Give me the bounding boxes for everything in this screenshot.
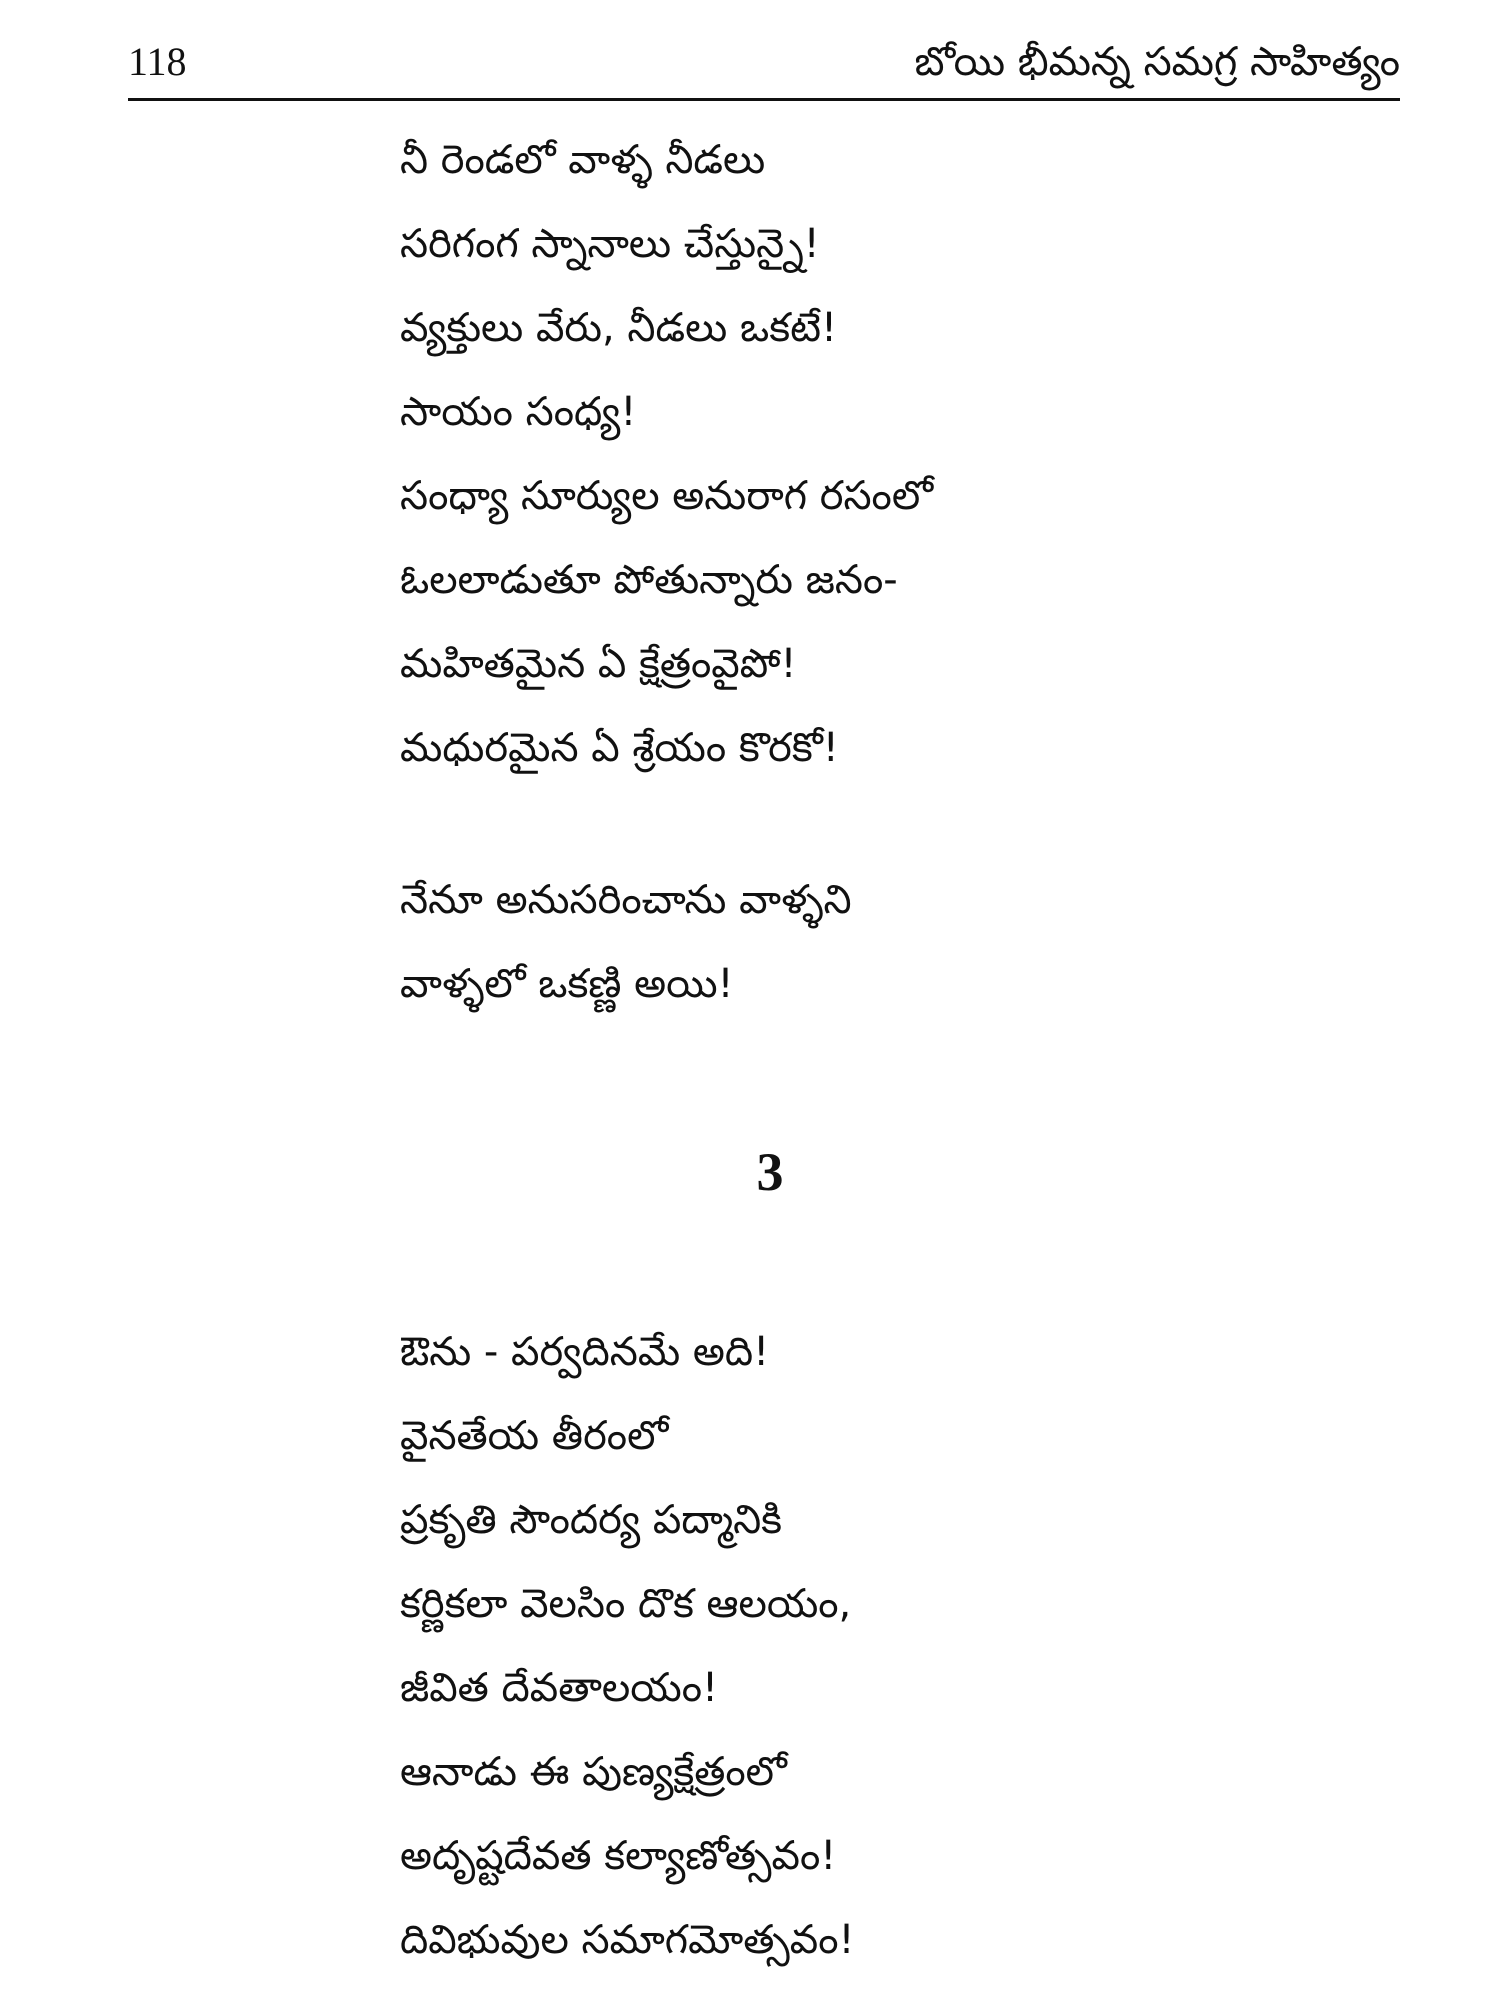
- poem-line: వైనతేయ తీరంలో: [400, 1413, 669, 1459]
- poem-line: మధురమైన ఏ శ్రేయం కొరకో!: [400, 725, 839, 771]
- poem-line: వాళ్ళలో ఒకణ్ణి అయి!: [400, 961, 734, 1007]
- poem-stanza-3: [400, 1310, 855, 1982]
- header-divider: [128, 98, 1400, 101]
- poem-stanza-2: [400, 858, 852, 1026]
- poem-line: మహితమైన ఏ క్షేత్రంవైపో!: [400, 641, 797, 687]
- poem-line: ఔను - పర్వదినమే అది!: [400, 1329, 770, 1375]
- poem-stanza-1: [400, 118, 933, 790]
- poem-line: ఆనాడు ఈ పుణ్యక్షేత్రంలో: [400, 1749, 787, 1795]
- poem-line: అదృష్టదేవత కల్యాణోత్సవం!: [400, 1833, 837, 1879]
- poem-line: ప్రకృతి సౌందర్య పద్మానికి: [400, 1497, 783, 1543]
- poem-line: సాయం సంధ్య!: [400, 389, 637, 435]
- poem-line: సంధ్యా సూర్యుల అనురాగ రసంలో: [400, 473, 933, 519]
- running-header-title: బోయి భీమన్న సమగ్ర సాహిత్యం: [914, 39, 1400, 85]
- poem-line: దివిభువుల సమాగమోత్సవం!: [400, 1917, 855, 1963]
- poem-line: ఓలలాడుతూ పోతున్నారు జనం-: [400, 557, 898, 603]
- poem-line: నీ రెండలో వాళ్ళ నీడలు: [400, 137, 766, 183]
- section-number: 3: [756, 1142, 784, 1202]
- page-number: 118: [128, 39, 187, 84]
- poem-line: సరిగంగ స్నానాలు చేస్తున్నై!: [400, 221, 820, 267]
- poem-line: జీవిత దేవతాలయం!: [400, 1665, 719, 1711]
- poem-line: నేనూ అనుసరించాను వాళ్ళని: [400, 877, 852, 923]
- poem-line: కర్ణికలా వెలసిం దొక ఆలయం,: [400, 1581, 852, 1627]
- poem-line: వ్యక్తులు వేరు, నీడలు ఒకటే!: [400, 305, 838, 351]
